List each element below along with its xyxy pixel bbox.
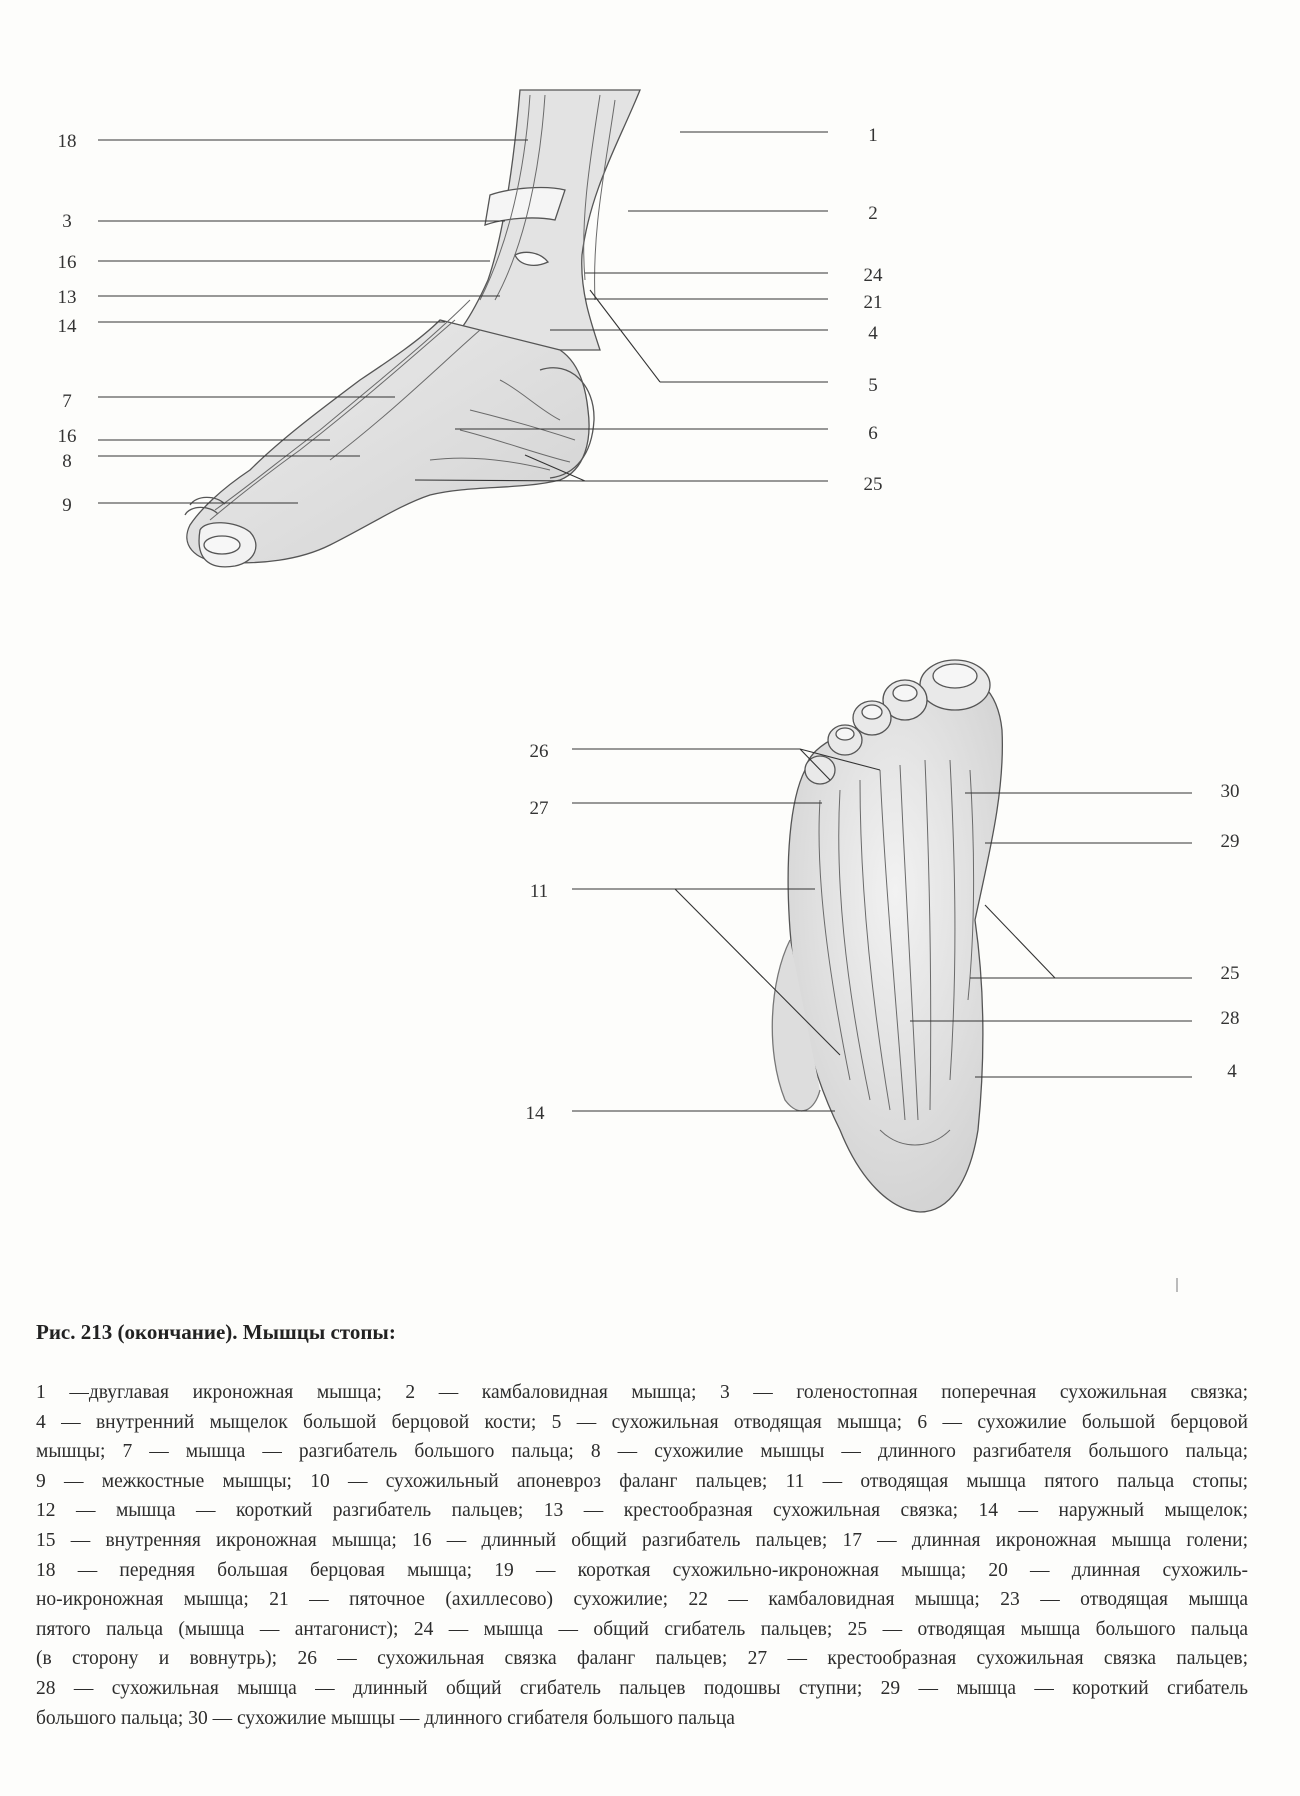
label-28: 28 bbox=[1220, 1008, 1240, 1029]
label-7: 7 bbox=[62, 391, 72, 412]
label-21: 21 bbox=[863, 292, 883, 313]
figure-caption-title: Рис. 213 (окончание). Мышцы стопы: bbox=[36, 1320, 396, 1344]
label-24: 24 bbox=[863, 265, 883, 286]
caption-line: 4 — внутренний мыщелок большой берцовой кости; 5 — сухожильная отводящая мышца; 6 — сухожилие большой берцовой bbox=[36, 1411, 1248, 1433]
label-30: 30 bbox=[1220, 781, 1240, 802]
caption-line: пятого пальца (мышца — антагонист); 24 — мышца — общий сгибатель пальцев; 25 — отводящая мышца большого пальца bbox=[36, 1618, 1248, 1640]
caption-line: мышцы; 7 — мышца — разгибатель большого пальца; 8 — сухожилие мышцы — длинного разгибателя большого пальца; bbox=[36, 1441, 1248, 1463]
side-view-foot bbox=[185, 90, 640, 567]
label-14b: 14 bbox=[525, 1103, 545, 1124]
label-14: 14 bbox=[57, 316, 77, 337]
sole-view-foot bbox=[772, 660, 1002, 1212]
label-25: 25 bbox=[863, 474, 883, 495]
caption-line: 18 — передняя большая берцовая мышца; 19 — короткая сухожильно-икроножная мышца; 20 — длинная сухожиль- bbox=[36, 1559, 1248, 1581]
caption-line: 1 —двуглавая икроножная мышца; 2 — камбаловидная мышца; 3 — голеностопная поперечная сухожильная связка; bbox=[36, 1382, 1248, 1403]
caption-line: но-икроножная мышца; 21 — пяточное (ахиллесово) сухожилие; 22 — камбаловидная мышца; 23 — отводящая мышца bbox=[36, 1589, 1248, 1611]
caption-line: 15 — внутренняя икроножная мышца; 16 — длинный общий разгибатель пальцев; 17 — длинная икроножная мышца голени; bbox=[36, 1529, 1248, 1551]
label-2: 2 bbox=[868, 203, 878, 224]
label-16: 16 bbox=[57, 252, 77, 273]
caption-line: (в сторону и вовнутрь); 26 — сухожильная связка фаланг пальцев; 27 — крестообразная сухожильная связка пальцев; bbox=[36, 1648, 1248, 1670]
label-3: 3 bbox=[62, 211, 72, 232]
label-8: 8 bbox=[62, 451, 72, 472]
label-5: 5 bbox=[868, 375, 878, 396]
caption-line: 12 — мышца — короткий разгибатель пальцев; 13 — крестообразная сухожильная связка; 14 — наружный мыщелок; bbox=[36, 1500, 1248, 1522]
caption-line: 9 — межкостные мышцы; 10 — сухожильный апоневроз фаланг пальцев; 11 — отводящая мышца пятого пальца стопы; bbox=[36, 1470, 1248, 1492]
label-29: 29 bbox=[1220, 831, 1240, 852]
label-4: 4 bbox=[868, 323, 878, 344]
label-18: 18 bbox=[57, 131, 77, 152]
caption-line: большого пальца; 30 — сухожилие мышцы — длинного сгибателя большого пальца bbox=[36, 1707, 735, 1729]
label-6: 6 bbox=[868, 423, 878, 444]
label-4b: 4 bbox=[1227, 1061, 1237, 1082]
scan-speck bbox=[1176, 1278, 1178, 1292]
label-1: 1 bbox=[868, 125, 878, 146]
label-27: 27 bbox=[529, 798, 549, 819]
label-16b: 16 bbox=[57, 426, 77, 447]
caption-line: 28 — сухожильная мышца — длинный общий сгибатель пальцев подошвы ступни; 29 — мышца — короткий сгибатель bbox=[36, 1677, 1248, 1699]
label-25b: 25 bbox=[1220, 963, 1240, 984]
label-26: 26 bbox=[529, 741, 549, 762]
label-11: 11 bbox=[529, 881, 549, 902]
figure-caption-legend bbox=[36, 1378, 1248, 1733]
label-9: 9 bbox=[62, 495, 72, 516]
label-13: 13 bbox=[57, 287, 77, 308]
